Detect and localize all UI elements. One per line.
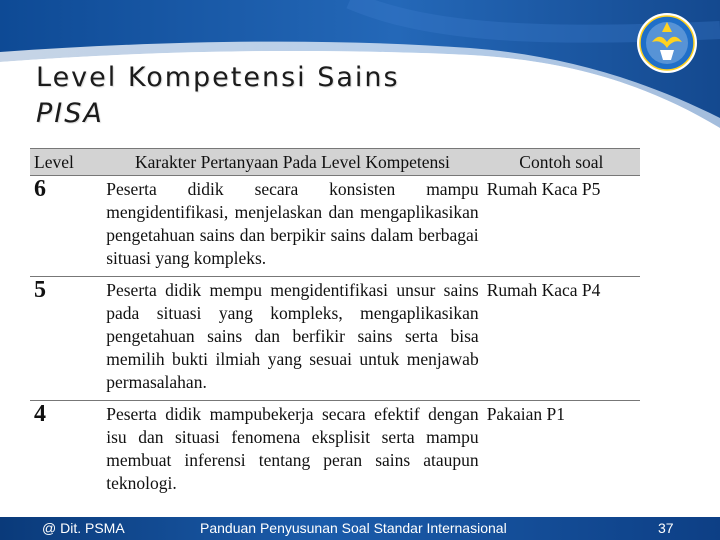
header-level: Level [30, 149, 102, 176]
footer-bar [0, 517, 720, 540]
slide-title [36, 60, 576, 132]
table-row [30, 176, 640, 277]
level-cell: 5 [30, 277, 102, 401]
example-cell: Rumah Kaca P4 [483, 277, 640, 401]
tut-wuri-handayani-logo [636, 12, 698, 74]
example-cell: Rumah Kaca P5 [483, 176, 640, 277]
page-number: 37 [658, 520, 674, 536]
level-cell: 4 [34, 401, 46, 427]
example-cell: Pakaian P1 [486, 404, 565, 424]
title-line-1: Level Kompetensi Sains [36, 62, 400, 93]
description-cell: Peserta didik secara konsisten mampu mengidentifikasi, menjelaskan dan mengaplikasikan pengetahuan sains dan berpikir sains dalam berbagai situasi yang kompleks. [102, 176, 482, 277]
description-cell: Peserta didik mempu mengidentifikasi unsur sains pada situasi yang kompleks, mengaplikasikan pengetahuan sains dan berfikir sains serta bisa memilih bukti ilmiah yang sesuai untuk menjawab permasalahan. [102, 277, 482, 401]
footer-organization: @ Dit. PSMA [42, 520, 125, 536]
competency-table [30, 148, 640, 501]
table-header-row [30, 149, 640, 176]
header-example: Contoh soal [483, 149, 640, 176]
level-cell: 6 [30, 176, 102, 277]
table-row [30, 401, 640, 502]
header-character: Karakter Pertanyaan Pada Level Kompetensi [102, 149, 482, 176]
description-cell: Peserta didik mampubekerja secara efektif dengan isu dan situasi fenomena eksplisit serta mampu membuat inferensi tentang peran sains ataupun teknologi. [106, 404, 479, 493]
footer-title: Panduan Penyusunan Soal Standar Internasional [200, 520, 507, 536]
table-row [30, 277, 640, 401]
title-line-2: PISA [36, 98, 104, 129]
